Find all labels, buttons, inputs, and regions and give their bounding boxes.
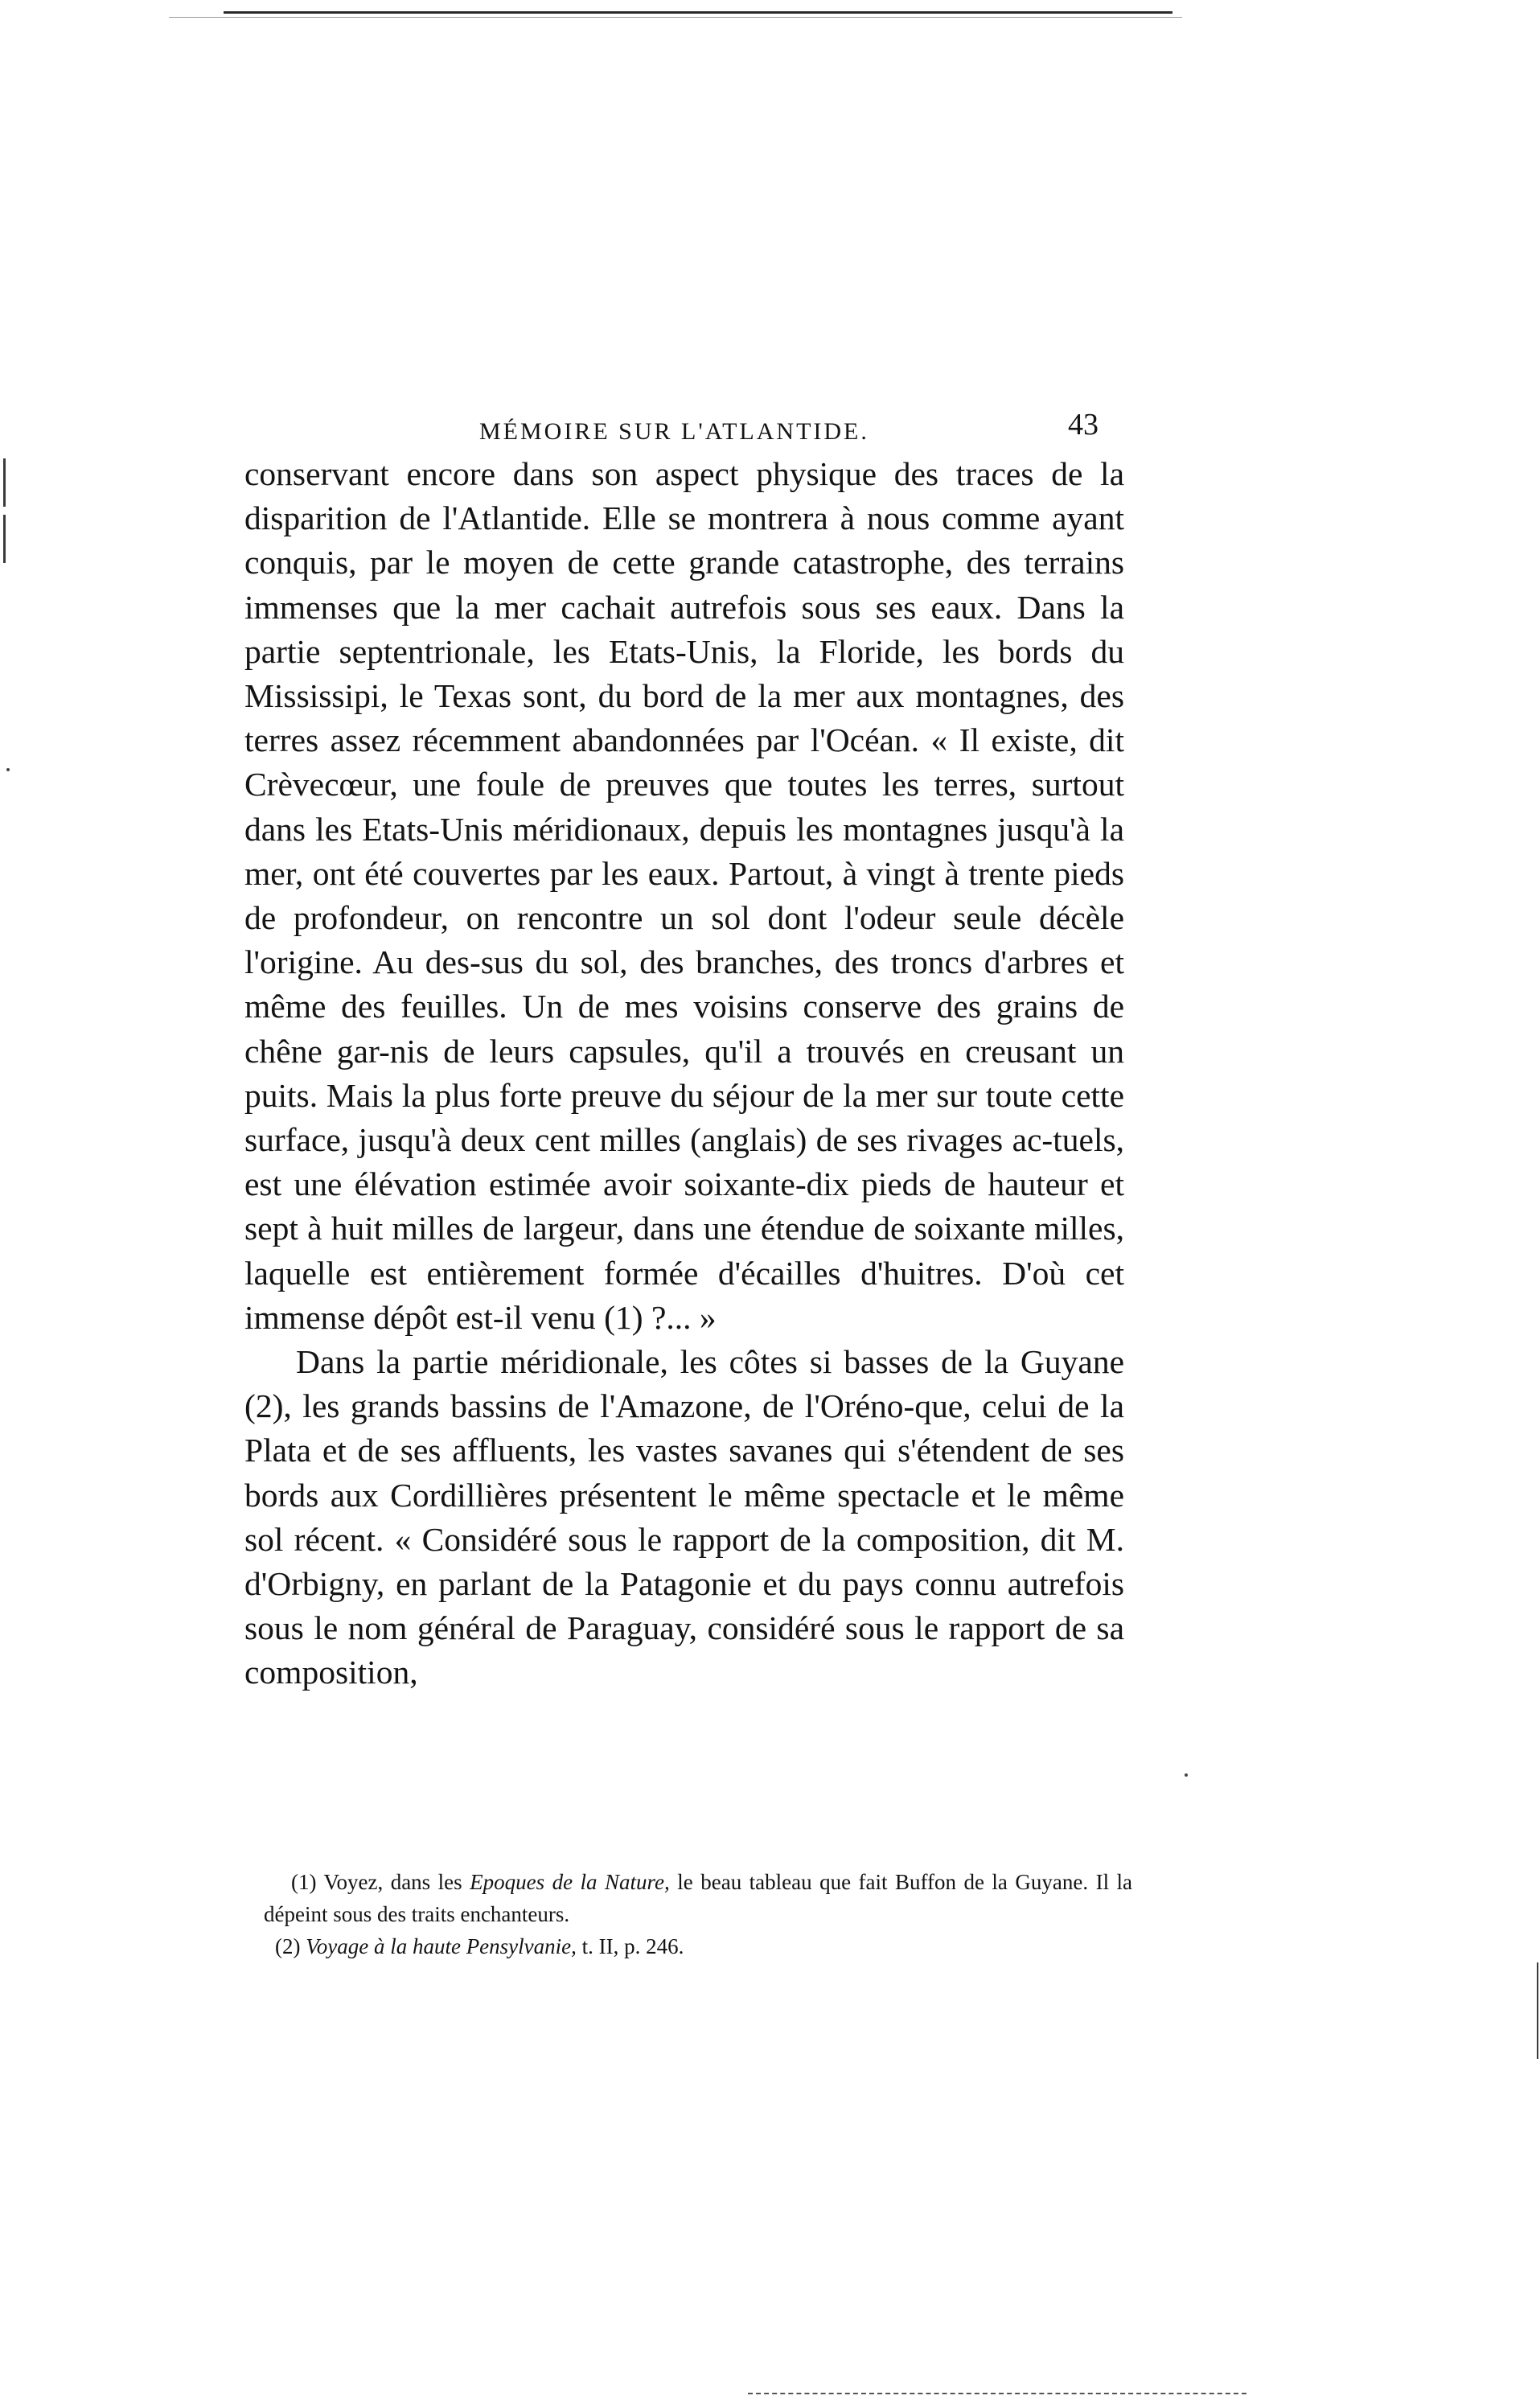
left-edge-mark [3, 515, 6, 563]
right-edge-mark [1537, 1962, 1538, 2059]
footnote-1-marker: (1) [291, 1870, 317, 1894]
main-text [244, 452, 1124, 1695]
footnote-1-title: Epoques de la Nature, [470, 1870, 670, 1894]
top-rule [224, 11, 1172, 14]
footnote-1-text-after: le beau tableau que fait Buffon de la Guyane. Il la dépeint sous des traits enchanteurs. [264, 1870, 1133, 1926]
paragraph-1: conservant encore dans son aspect physique des traces de la disparition de l'Atlantide. Elle se montrera à nous comme ayant conquis, par le moyen de cette grande catastrophe, des terrains immenses que la mer cachait autrefois sous ses eaux. Dans la partie septentrionale, les Etats-Unis, la Floride, les bords du Mississipi, le Texas sont, du bord de la mer aux montagnes, des terres assez récemment abandonnées par l'Océan. « Il existe, dit Crèvecœur, une foule de preuves que toutes les terres, surtout dans les Etats-Unis méridionaux, depuis les montagnes jusqu'à la mer, ont été couvertes par les eaux. Partout, à vingt à trente pieds de profondeur, on rencontre un sol dont l'odeur seule décèle l'origine. Au des-sus du sol, des branches, des troncs d'arbres et même des feuilles. Un de mes voisins conserve des grains de chêne gar-nis de leurs capsules, qu'il a trouvés en creusant un puits. Mais la plus forte preuve du séjour de la mer sur toute cette surface, jusqu'à deux cent milles (anglais) de ses rivages ac-tuels, est une élévation estimée avoir soixante-dix pieds de hauteur et sept à huit milles de largeur, dans une étendue de soixante milles, laquelle est entièrement formée d'écailles d'huitres. D'où cet immense dépôt est-il venu (1) ?... » [244, 455, 1124, 1336]
footnote-1-text-before: Voyez, dans les [323, 1870, 462, 1894]
footnote-2-text-after: t. II, p. 246. [581, 1934, 684, 1958]
footnote-2 [264, 1930, 1132, 1962]
footnote-2-title: Voyage à la haute Pensylvanie, [306, 1934, 577, 1958]
bottom-dashed-rule [748, 2393, 1246, 2394]
running-title: MÉMOIRE SUR L'ATLANTIDE. [479, 418, 869, 445]
footnote-1 [264, 1866, 1132, 1930]
edge-dot [1185, 1773, 1188, 1777]
paragraph-2: Dans la partie méridionale, les côtes si basses de la Guyane (2), les grands bassins de l'Amazone, de l'Oréno-que, celui de la Plata et de ses affluents, les vastes savanes qui s'étendent de ses bords aux Cordillières présentent le même spectacle et le même sol récent. « Considéré sous le rapport de la composition, dit M. d'Orbigny, en parlant de la Patagonie et du pays connu autrefois sous le nom général de Paraguay, considéré sous le rapport de sa composition, [244, 1343, 1124, 1691]
top-rule-faint [169, 17, 1182, 18]
page-number: 43 [1068, 408, 1099, 442]
left-edge-mark [3, 458, 6, 507]
footnotes [264, 1866, 1132, 1962]
edge-dot [6, 768, 10, 771]
footnote-2-marker: (2) [275, 1934, 301, 1958]
